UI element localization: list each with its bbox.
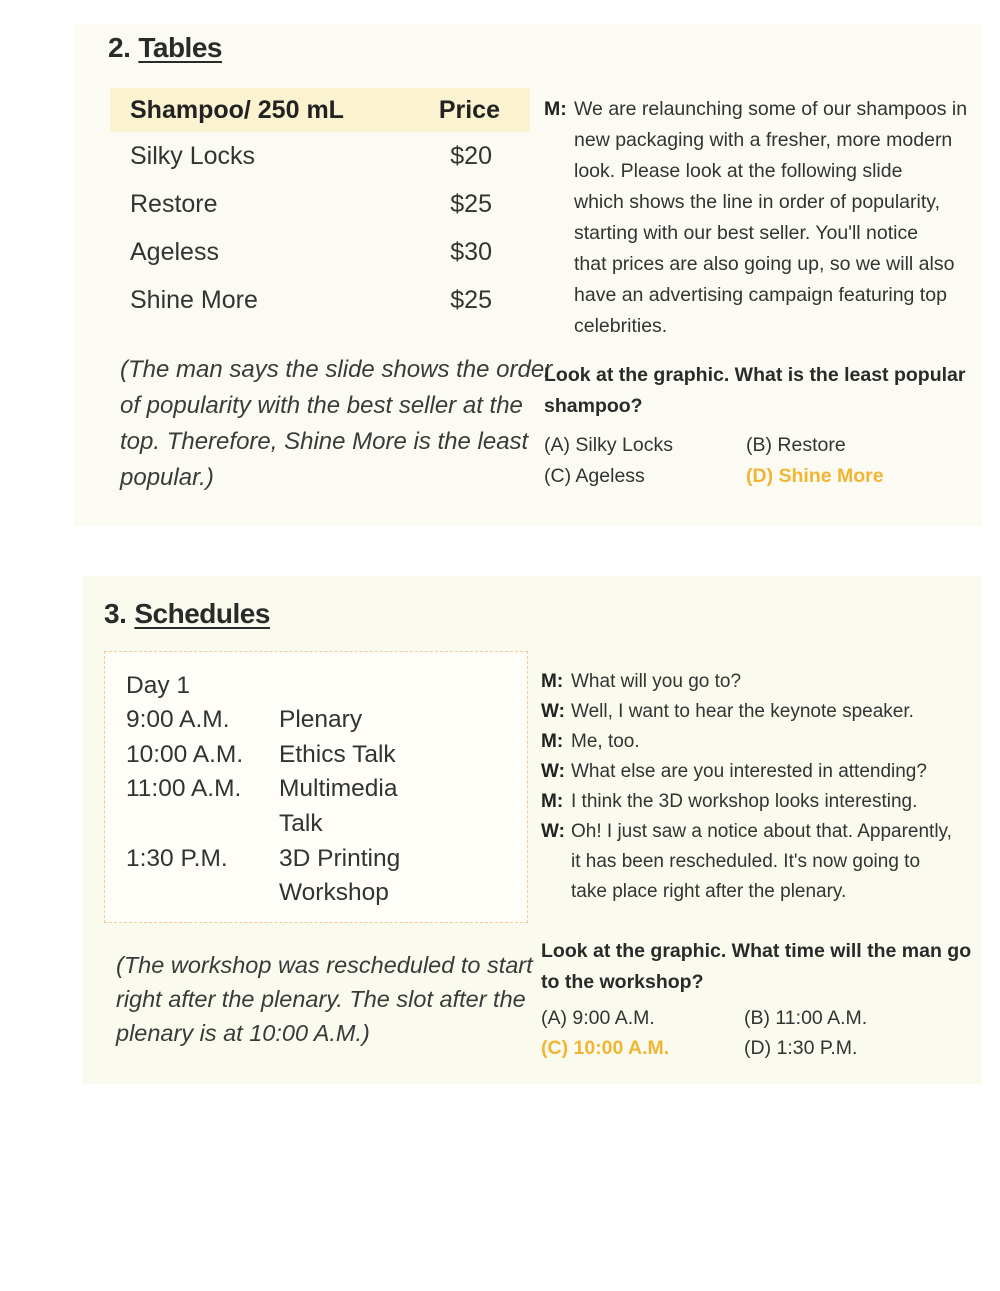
explanation-line: plenary is at 10:00 A.M.) [116,1020,370,1046]
schedule-time: 9:00 A.M. [126,706,230,733]
shampoo-name: Ageless [130,237,219,266]
tables-dialogue [544,94,984,342]
section-heading-tables [108,32,222,64]
question-line: Look at the graphic. What time will the man go [541,940,972,962]
explanation-line: top. Therefore, Shine More is the least [120,428,529,455]
schedules-question [541,936,971,998]
dialogue-turn [544,94,984,342]
dialogue-turn [541,667,981,697]
table-row [110,228,530,276]
section-number: 3. [104,598,127,629]
schedules-dialogue [541,667,981,907]
section-heading-schedules [104,598,270,630]
answer-option-a[interactable]: (A) Silky Locks [544,434,673,456]
explanation-line: (The workshop was rescheduled to start [116,952,533,978]
dialogue-line: look. Please look at the following slide [574,160,903,182]
answer-option-b[interactable]: (B) 11:00 A.M. [744,1007,868,1029]
dialogue-line: new packaging with a fresher, more modern [574,129,953,151]
dialogue-turn [541,757,981,787]
column-header-shampoo: Shampoo/ 250 mL [110,88,404,132]
answer-option-d[interactable]: (D) 1:30 P.M. [744,1037,858,1059]
speaker-label: W: [541,821,565,842]
shampoo-price: $25 [450,285,492,314]
speaker-label: W: [541,701,565,722]
dialogue-turn [541,697,981,727]
shampoo-price: $30 [450,237,492,266]
table-row [110,180,530,228]
section-number: 2. [108,32,131,63]
shampoo-name: Silky Locks [130,141,256,170]
schedule-time: 1:30 P.M. [126,845,228,872]
table-header-row [110,88,530,132]
dialogue-turn [541,787,981,817]
speaker-label: M: [541,671,564,692]
dialogue-line: take place right after the plenary. [571,881,847,902]
schedule-event: Ethics Talk [279,741,396,768]
schedule-event: Talk [279,810,323,837]
schedule-time: 11:00 A.M. [126,775,242,802]
dialogue-line: starting with our best seller. You'll notice [574,222,919,244]
explanation-line: (The man says the slide shows the order [120,356,553,383]
section-title: Tables [138,32,222,63]
schedule-event: Plenary [279,706,363,733]
schedule-event: Workshop [279,879,389,906]
question-line: Look at the graphic. What is the least popular [544,364,966,386]
speaker-label: W: [541,761,565,782]
tables-question [544,360,965,422]
dialogue-line: celebrities. [574,315,668,337]
table-row [110,132,530,180]
shampoo-name: Restore [130,189,218,218]
answer-option-c[interactable]: (C) Ageless [544,465,645,487]
dialogue-line: which shows the line in order of popularity, [574,191,940,213]
schedule-event: 3D Printing [279,845,401,872]
column-header-price: Price [404,88,530,132]
dialogue-turn [541,817,981,907]
answer-option-d-correct[interactable]: (D) Shine More [746,465,884,487]
speaker-label: M: [544,98,567,120]
explanation-line: popular.) [120,464,214,491]
answer-option-b[interactable]: (B) Restore [746,434,846,456]
explanation-line: of popularity with the best seller at the [120,392,523,419]
dialogue-line: What else are you interested in attending? [571,761,927,782]
dialogue-line: I think the 3D workshop looks interesting. [571,791,918,812]
dialogue-line: have an advertising campaign featuring top [574,284,947,306]
shampoo-name: Shine More [130,285,258,314]
table-row [110,276,530,324]
shampoo-price: $25 [450,189,492,218]
answer-option-a[interactable]: (A) 9:00 A.M. [541,1007,655,1029]
schedule-time: 10:00 A.M. [126,741,244,768]
explanation-line: right after the plenary. The slot after the [116,986,526,1012]
dialogue-line: it has been rescheduled. It's now going to [571,851,921,872]
dialogue-turn [541,727,981,757]
speaker-label: M: [541,731,564,752]
schedule-day: Day 1 [126,672,191,699]
dialogue-line: What will you go to? [571,671,742,692]
shampoo-price-table [110,88,530,324]
dialogue-line: Me, too. [571,731,640,752]
dialogue-line: We are relaunching some of our shampoos in [574,98,968,120]
dialogue-line: Well, I want to hear the keynote speaker. [571,701,914,722]
section-title: Schedules [134,598,270,629]
answer-option-c-correct[interactable]: (C) 10:00 A.M. [541,1037,670,1059]
shampoo-price: $20 [450,141,492,170]
schedules-explanation [116,948,533,1050]
question-line: to the workshop? [541,971,704,993]
speaker-label: M: [541,791,564,812]
schedule-event: Multimedia [279,775,398,802]
tables-explanation [120,352,552,496]
dialogue-line: that prices are also going up, so we will also [574,253,955,275]
dialogue-line: Oh! I just saw a notice about that. Apparently, [571,821,952,842]
question-line: shampoo? [544,395,643,417]
